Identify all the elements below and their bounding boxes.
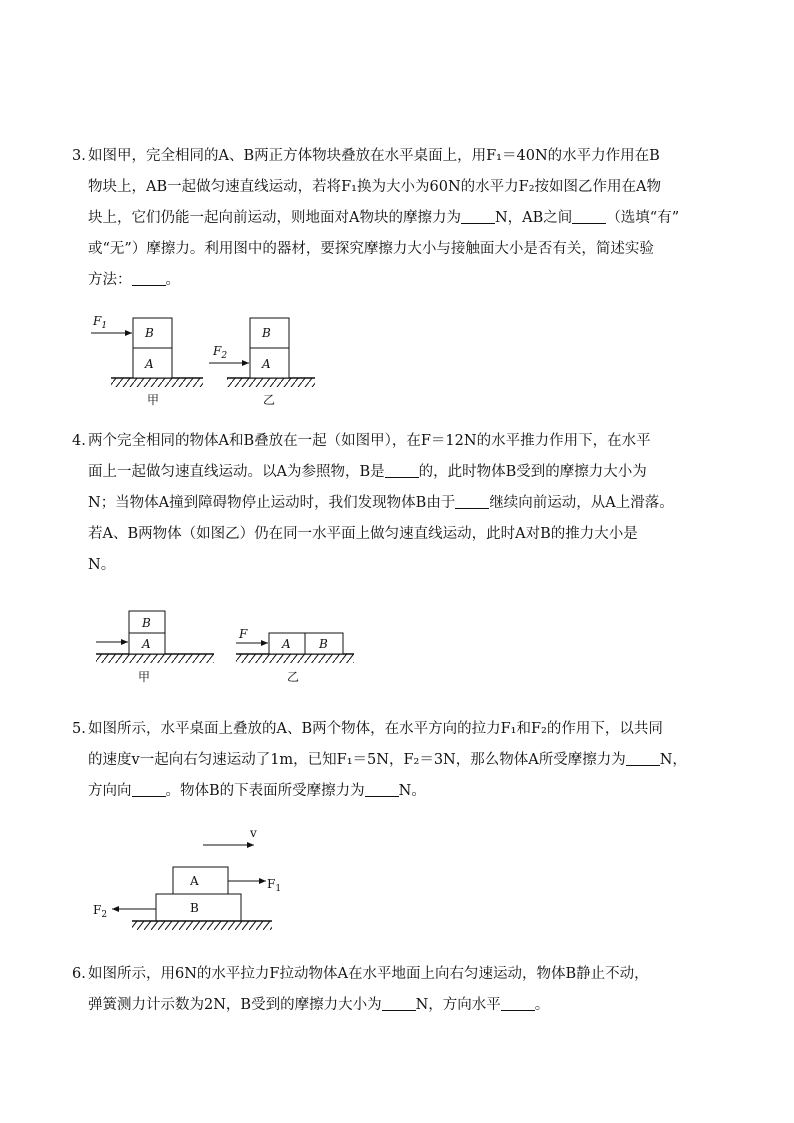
label-f1: $F_1$ (93, 314, 108, 331)
q3-line-3c: （选填“有” (606, 210, 680, 226)
ground-hatch (111, 378, 203, 387)
question-5 (72, 714, 732, 807)
label-a: A (145, 357, 154, 371)
block-a (173, 867, 228, 894)
q6-line-2c: 。 (534, 997, 550, 1013)
q4-line-1: 两个完全相同的物体A和B叠放在一起（如图甲），在F＝12N的水平推力作用下，在水平 (88, 433, 651, 449)
caption-yi: 乙 (263, 393, 276, 407)
q3-line-5: 方法： (88, 272, 132, 288)
label-a: A (262, 357, 271, 371)
q4-line-5: N。 (88, 557, 116, 573)
label-b: B (145, 326, 154, 340)
question-number: 4. (72, 433, 86, 449)
label-b: B (319, 637, 328, 651)
answer-blank[interactable] (626, 749, 660, 766)
answer-blank[interactable] (132, 269, 166, 286)
label-a: A (190, 874, 199, 888)
answer-blank[interactable] (461, 207, 495, 224)
q5-line-3c: N。 (398, 783, 426, 799)
label-a: A (282, 637, 291, 651)
q6-line-2: 弹簧测力计示数为2N，B受到的摩擦力大小为 (88, 997, 382, 1013)
ground-hatch (227, 378, 315, 387)
label-f2: $F_2$ (213, 344, 228, 361)
answer-blank[interactable] (385, 461, 419, 478)
q5-figure (88, 822, 288, 937)
question-number: 5. (72, 721, 86, 737)
q5-line-2b: N， (659, 752, 687, 768)
question-3 (72, 141, 732, 296)
answer-blank[interactable] (365, 780, 399, 797)
caption-jia: 甲 (147, 393, 160, 407)
q3-figure (85, 310, 325, 410)
ground-hatch (236, 654, 354, 663)
caption-jia: 甲 (138, 670, 151, 684)
question-6 (72, 959, 732, 1021)
label-b: B (142, 616, 151, 630)
q6-line-1: 如图所示，用6N的水平拉力F拉动物体A在水平地面上向右匀速运动，物体B静止不动， (88, 966, 649, 982)
q3-line-1: 如图甲，完全相同的A、B两正方体物块叠放在水平桌面上，用F₁＝40N的水平力作用在B (88, 148, 660, 164)
q3-line-2: 物块上，AB一起做匀速直线运动，若将F₁换为大小为60N的水平力F₂按如图乙作用在A物 (88, 179, 661, 195)
q5-line-3b: 。物体B的下表面所受摩擦力为 (165, 783, 365, 799)
q4-line-2: 面上一起做匀速直线运动。以A为参照物，B是 (88, 464, 385, 480)
ground-hatch (132, 921, 272, 930)
q4-line-2b: 的，此时物体B受到的摩擦力大小为 (418, 464, 647, 480)
answer-blank[interactable] (382, 994, 416, 1011)
label-f: F (239, 627, 248, 641)
q4-line-3b: 继续向前运动，从A上滑落。 (489, 495, 674, 511)
q3-line-3b: N，AB之间 (494, 210, 573, 226)
q5-line-2: 的速度v一起向右匀速运动了1m，已知F₁＝5N，F₂＝3N，那么物体A所受摩擦力为 (88, 752, 626, 768)
q5-line-1: 如图所示，水平桌面上叠放的A、B两个物体，在水平方向的拉力F₁和F₂的作用下，以共同 (88, 721, 663, 737)
question-4 (72, 426, 732, 581)
q4-line-3: N；当物体A撞到障碍物停止运动时，我们发现物体B由于 (88, 495, 456, 511)
label-f1: $F_1$ (267, 877, 282, 894)
q6-line-2b: N，方向水平 (415, 997, 501, 1013)
q4-line-4: 若A、B两物体（如图乙）仍在同一水平面上做匀速直线运动，此时A对B的推力大小是 (88, 526, 638, 542)
ground-hatch (96, 654, 214, 663)
q3-line-5b: 。 (165, 272, 180, 288)
q3-line-3: 块上，它们仍能一起向前运动，则地面对A物块的摩擦力为 (88, 210, 461, 226)
label-b: B (190, 901, 199, 915)
label-v: v (250, 826, 257, 840)
question-number: 3. (72, 148, 86, 164)
answer-blank[interactable] (572, 207, 606, 224)
label-f2: $F_2$ (93, 903, 108, 920)
question-number: 6. (72, 966, 86, 982)
caption-yi: 乙 (287, 670, 300, 684)
q3-line-4: 或“无”）摩擦力。利用图中的器材，要探究摩擦力大小与接触面大小是否有关，简述实验 (88, 241, 654, 257)
answer-blank[interactable] (501, 994, 535, 1011)
q5-line-3: 方向向 (88, 783, 132, 799)
label-b: B (262, 326, 271, 340)
answer-blank[interactable] (455, 492, 489, 509)
label-a: A (142, 637, 151, 651)
answer-blank[interactable] (132, 780, 166, 797)
q4-figure (90, 606, 360, 691)
